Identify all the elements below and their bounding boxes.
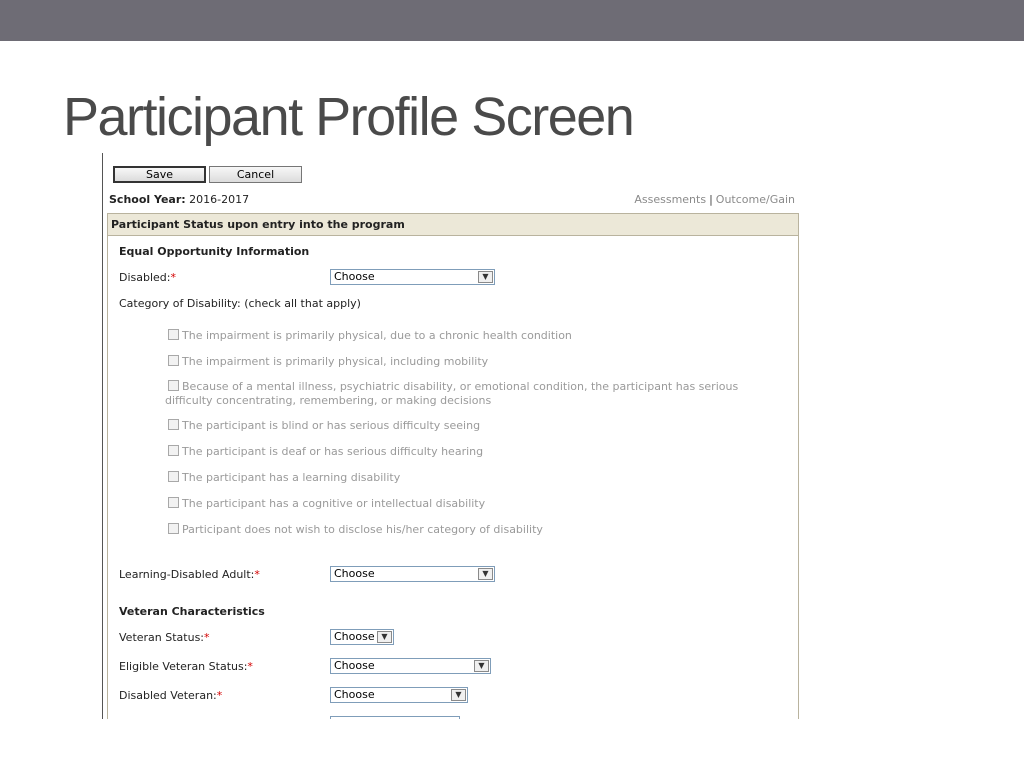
category-option: The participant is blind or has serious difficulty seeing: [168, 419, 480, 432]
veteran-status-select[interactable]: [330, 629, 394, 645]
veteran-heading: Veteran Characteristics: [119, 605, 265, 618]
category-option: The participant has a learning disability: [168, 471, 400, 484]
cancel-button[interactable]: Cancel: [209, 166, 302, 183]
category-of-disability-label: Category of Disability: (check all that apply): [119, 297, 361, 310]
chevron-down-icon: ▼: [478, 271, 493, 283]
chevron-down-icon: ▼: [474, 660, 489, 672]
category-option: Participant does not wish to disclose his/her category of disability: [168, 523, 543, 536]
category-option: The impairment is primarily physical, due to a chronic health condition: [168, 329, 572, 342]
category-option: The participant is deaf or has serious difficulty hearing: [168, 445, 483, 458]
participant-profile-form: [103, 153, 803, 719]
eligible-veteran-status-label: Eligible Veteran Status:*: [119, 660, 253, 673]
required-marker: *: [170, 271, 176, 284]
checkbox-icon[interactable]: [168, 329, 179, 340]
disabled-select-value: Choose: [334, 270, 375, 283]
veteran-status-value: Choose: [334, 630, 375, 643]
required-marker: *: [204, 631, 210, 644]
veteran-status-label: Veteran Status:*: [119, 631, 210, 644]
checkbox-icon[interactable]: [168, 380, 179, 391]
participant-status-panel: [107, 213, 799, 719]
school-year-value: 2016-2017: [189, 193, 250, 206]
checkbox-icon[interactable]: [168, 497, 179, 508]
panel-title: Participant Status upon entry into the program: [108, 214, 798, 236]
eligible-veteran-status-select[interactable]: [330, 658, 491, 674]
checkbox-icon[interactable]: [168, 445, 179, 456]
slide-title: Participant Profile Screen: [63, 87, 634, 147]
disabled-veteran-select[interactable]: [330, 687, 468, 703]
school-year: [109, 193, 249, 206]
checkbox-icon[interactable]: [168, 419, 179, 430]
link-separator: |: [709, 193, 713, 206]
save-button[interactable]: Save: [113, 166, 206, 183]
eligible-veteran-status-value: Choose: [334, 659, 375, 672]
checkbox-icon[interactable]: [168, 471, 179, 482]
disabled-label: Disabled:*: [119, 271, 176, 284]
disabled-veteran-label: Disabled Veteran:*: [119, 689, 223, 702]
chevron-down-icon: ▼: [478, 568, 493, 580]
assessments-link[interactable]: Assessments: [634, 193, 707, 206]
required-marker: *: [216, 689, 223, 702]
checkbox-icon[interactable]: [168, 523, 179, 534]
disabled-veteran-value: Choose: [334, 688, 375, 701]
top-banner: [0, 0, 1024, 41]
category-option: The impairment is primarily physical, including mobility: [168, 355, 488, 368]
required-marker: *: [247, 660, 253, 673]
category-option: Because of a mental illness, psychiatric disability, or emotional condition, the participant has serious difficulty concentrating, remembering, or making decisions: [165, 380, 739, 407]
cut-off-select[interactable]: [330, 716, 460, 719]
learning-disabled-adult-select[interactable]: [330, 566, 495, 582]
school-year-label: School Year:: [109, 193, 186, 206]
outcome-gain-link[interactable]: Outcome/Gain: [715, 193, 795, 206]
checkbox-icon[interactable]: [168, 355, 179, 366]
eoi-heading: Equal Opportunity Information: [119, 245, 310, 258]
learning-disabled-adult-label: Learning-Disabled Adult:*: [119, 568, 260, 581]
chevron-down-icon: ▼: [377, 631, 392, 643]
disabled-select[interactable]: [330, 269, 495, 285]
chevron-down-icon: ▼: [451, 689, 466, 701]
learning-disabled-adult-value: Choose: [334, 567, 375, 580]
category-option: The participant has a cognitive or intellectual disability: [168, 497, 485, 510]
header-links: [634, 193, 795, 206]
required-marker: *: [254, 568, 260, 581]
